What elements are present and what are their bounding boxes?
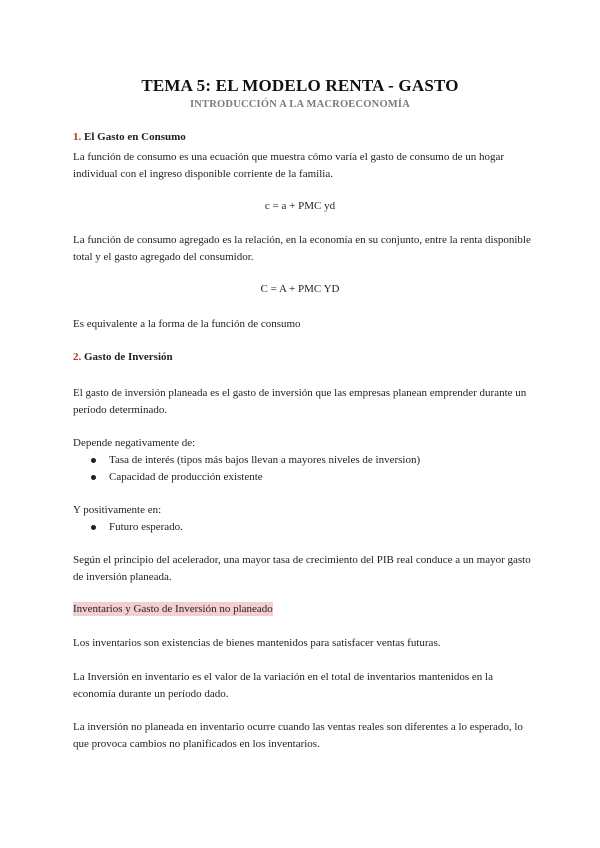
- section-1-heading: [73, 129, 533, 146]
- list-item: Capacidad de producción existente: [73, 469, 420, 486]
- section-2-paragraph-1: El gasto de inversión planeada es el gasto de inversión que las empresas planean emprender durante un período determinado.: [73, 387, 527, 416]
- section-1-title: El Gasto en Consumo: [84, 131, 186, 143]
- positive-factors-list: [73, 519, 183, 536]
- page-title: TEMA 5: EL MODELO RENTA - GASTO: [141, 76, 459, 95]
- section-2-title: Gasto de Inversión: [84, 351, 173, 363]
- list-item: Tasa de interés (tipos más bajos llevan a mayores niveles de inversion): [73, 452, 420, 469]
- depends-positive-label: Y positivamente en:: [73, 504, 162, 516]
- accelerator-paragraph: Según el principio del acelerador, una mayor tasa de crecimiento del PIB real conduce a un mayor gasto de inversión planeada.: [73, 554, 531, 583]
- list-item: Futuro esperado.: [73, 519, 183, 536]
- section-3-heading: [73, 601, 533, 618]
- section-2-heading: [73, 349, 533, 366]
- section-1-paragraph-3: Es equivalente a la forma de la función de consumo: [73, 318, 301, 330]
- section-1-paragraph-2: La función de consumo agregado es la relación, en la economía en su conjunto, entre la renta disponible total y el gasto agregado del consumidor.: [73, 234, 531, 263]
- section-1-paragraph-1: La función de consumo es una ecuación que muestra cómo varía el gasto de consumo de un hogar individual con el ingreso disponible corriente de la familia.: [73, 151, 504, 180]
- depends-negative-label: Depende negativamente de:: [73, 437, 196, 449]
- section-3-paragraph-1: Los inventarios son existencias de bienes mantenidos para satisfacer ventas futuras.: [73, 637, 441, 649]
- aggregate-consumption-formula: C = A + PMC YD: [260, 283, 340, 295]
- consumption-function-formula: c = a + PMC yd: [264, 200, 336, 212]
- page-subtitle: INTRODUCCIÓN A LA MACROECONOMÍA: [189, 99, 410, 110]
- section-2-number: 2.: [73, 351, 82, 363]
- section-3-paragraph-2: La Inversión en inventario es el valor de la variación en el total de inventarios mantenidos en la economía durante un período dado.: [73, 671, 493, 700]
- negative-factors-list: [73, 452, 420, 486]
- section-1-number: 1.: [73, 131, 82, 143]
- highlighted-heading: Inventarios y Gasto de Inversión no planeado: [73, 603, 273, 615]
- section-3-paragraph-3: La inversión no planeada en inventario ocurre cuando las ventas reales son diferentes a lo esperado, lo que provoca cambios no planificados en los inventarios.: [73, 721, 523, 750]
